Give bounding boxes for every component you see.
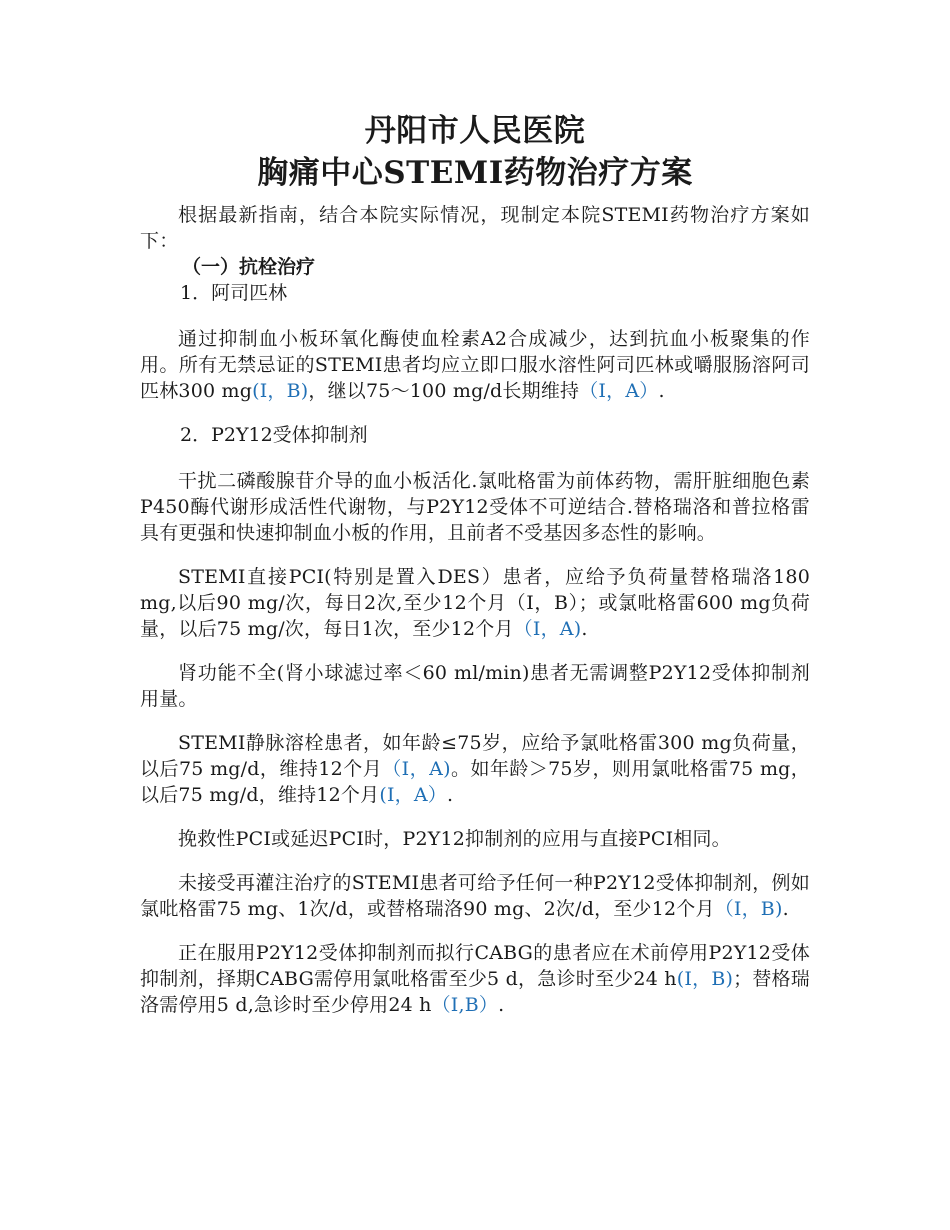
evidence-grade: (Ⅰ，A） bbox=[379, 784, 447, 806]
evidence-grade: （Ⅰ，B) bbox=[714, 898, 783, 920]
paragraph-text: 正在服用P2Y12受体抑制剂而拟行CABG的患者应在术前停用P2Y12受体抑制剂，择期CABG需停用氯吡格雷至少5 d，急诊时至少24 h bbox=[140, 942, 810, 990]
paragraph-text: STEMI静脉溶栓患者，如年龄≤75岁，应给予氯吡格雷300 mg负荷量，以后75 mg/d，维持12个月 bbox=[140, 732, 810, 780]
paragraph-cabg bbox=[140, 940, 810, 1018]
intro-paragraph: 根据最新指南，结合本院实际情况，现制定本院STEMI药物治疗方案如下： bbox=[140, 204, 810, 252]
paragraph-renal: 肾功能不全(肾小球滤过率＜60 ml/min)患者无需调整P2Y12受体抑制剂用量。 bbox=[140, 662, 810, 710]
document-page bbox=[140, 110, 810, 1036]
paragraph-text: . bbox=[782, 898, 789, 920]
paragraph-text: 。如年龄＞75岁，则用氯吡格雷75 mg，以后75 mg/d，维持12个月 bbox=[140, 758, 811, 806]
paragraph-p2y12-mechanism: 干扰二磷酸腺苷介导的血小板活化.氯吡格雷为前体药物，需肝脏细胞色素P450酶代谢形成活性代谢物，与P2Y12受体不可逆结合.替格瑞洛和普拉格雷具有更强和快速抑制血小板的作用，且前者不受基因多态性的影响。 bbox=[140, 470, 810, 544]
paragraph-text: . bbox=[498, 994, 505, 1016]
evidence-grade: （Ⅰ,B） bbox=[431, 994, 499, 1016]
evidence-grade: (Ⅰ，B) bbox=[676, 968, 734, 990]
paragraph-aspirin bbox=[140, 326, 810, 404]
paragraph-text: ；替格瑞洛需停用5 d,急诊时至少停用24 h bbox=[140, 968, 810, 1016]
evidence-grade: （Ⅰ，A) bbox=[382, 758, 451, 780]
section-heading-antithrombotic: （一）抗栓治疗 bbox=[182, 256, 316, 278]
paragraph-thrombolysis bbox=[140, 730, 810, 808]
evidence-grade: (Ⅰ，B) bbox=[252, 380, 309, 402]
item-p2y12-title: 2．P2Y12受体抑制剂 bbox=[180, 424, 368, 446]
paragraph-no-reperfusion bbox=[140, 870, 810, 922]
paragraph-text: . bbox=[581, 618, 588, 640]
paragraph-text: . bbox=[446, 784, 454, 806]
paragraph-text: STEMI直接PCI(特别是置入DES）患者，应给予负荷量替格瑞洛180 mg,以后90 mg/次，每日2次,至少12个月（Ⅰ，B）；或氯吡格雷600 mg负荷量，以后75 mg/次，每日1次，至少12个月 bbox=[140, 566, 810, 640]
paragraph-rescue-pci: 挽救性PCI或延迟PCI时，P2Y12抑制剂的应用与直接PCI相同。 bbox=[178, 828, 731, 850]
paragraph-text: . bbox=[658, 380, 665, 402]
paragraph-text: 通过抑制血小板环氧化酶使血栓素A2合成减少，达到抗血小板聚集的作用。所有无禁忌证的STEMI患者均应立即口服水溶性阿司匹林或嚼服肠溶阿司匹林300 mg bbox=[140, 328, 810, 402]
paragraph-pci-dosing bbox=[140, 564, 810, 642]
paragraph-text: ，继以75～100 mg/d长期维持 bbox=[308, 380, 580, 402]
item-aspirin-title: 1．阿司匹林 bbox=[180, 282, 288, 304]
paragraph-text: 未接受再灌注治疗的STEMI患者可给予任何一种P2Y12受体抑制剂，例如氯吡格雷75 mg、1次/d，或替格瑞洛90 mg、2次/d，至少12个月 bbox=[140, 872, 810, 920]
title-hospital: 丹阳市人民医院 bbox=[364, 113, 586, 149]
evidence-grade: （Ⅰ，A) bbox=[513, 618, 582, 640]
title-plan: 胸痛中心STEMI药物治疗方案 bbox=[257, 155, 693, 191]
evidence-grade: （Ⅰ，A） bbox=[579, 380, 659, 402]
